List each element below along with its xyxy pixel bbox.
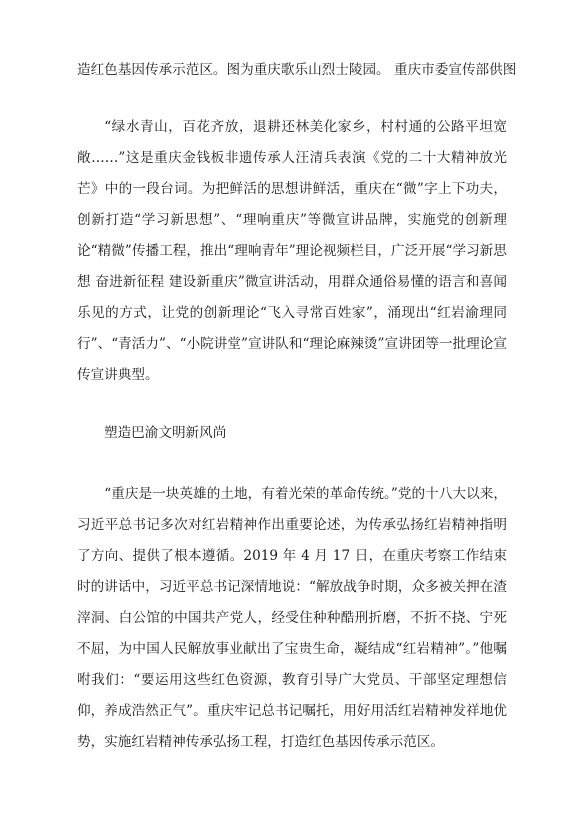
paragraph-micro-propaganda: “绿水青山，百花齐放，退耕还林美化家乡，村村通的公路平坦宽敞……”这是重庆金钱板非遗传承人汪清兵表演《党的二十大精神放光芒》中的一段台词。为把鲜活的思想讲鲜活，重庆在“微”字上下功夫，创新打造“学习新思想”、“理响重庆”等微宣讲品牌，实施党的创新理论“精微”传播工程，推出“理响青年”理论视频栏目，广泛开展“学习新思想 奋进新征程 建设新重庆”微宣讲活动，用群众通俗易懂的语言和喜闻乐见的方式，让党的创新理论“飞入寻常百姓家”，涌现出“红岩渝理同行”、“青活力”、“小院讲堂”宣讲队和“理论麻辣烫”宣讲团等一批理论宣传宣讲典型。 — [77, 119, 507, 383]
photo-caption: 造红色基因传承示范区。图为重庆歌乐山烈士陵园。 重庆市委宣传部供图 — [77, 62, 517, 78]
paragraph-hongyan-spirit: “重庆是一块英雄的土地，有着光荣的革命传统。”党的十八大以来，习近平总书记多次对红岩精神作出重要论述，为传承弘扬红岩精神指明了方向、提供了根本遵循。2019 年 4 月 17 日，在重庆考察工作结束时的讲话中，习近平总书记深情地说：“解放战争时期，众多被关押在渣滓洞、白公馆的中国共产党人，经受住种种酷刑折磨，不折不挠、宁死不屈，为中国人民解放事业献出了宝贵生命，凝结成“红岩精神”。”他嘱咐我们：“要运用这些红色资源，教育引导广大党员、干部坚定理想信仰，养成浩然正气”。重庆牢记总书记嘱托，用好用活红岩精神发祥地优势，实施红岩精神传承弘扬工程，打造红色基因传承示范区。 — [77, 486, 507, 750]
section-heading: 塑造巴渝文明新风尚 — [104, 425, 227, 441]
